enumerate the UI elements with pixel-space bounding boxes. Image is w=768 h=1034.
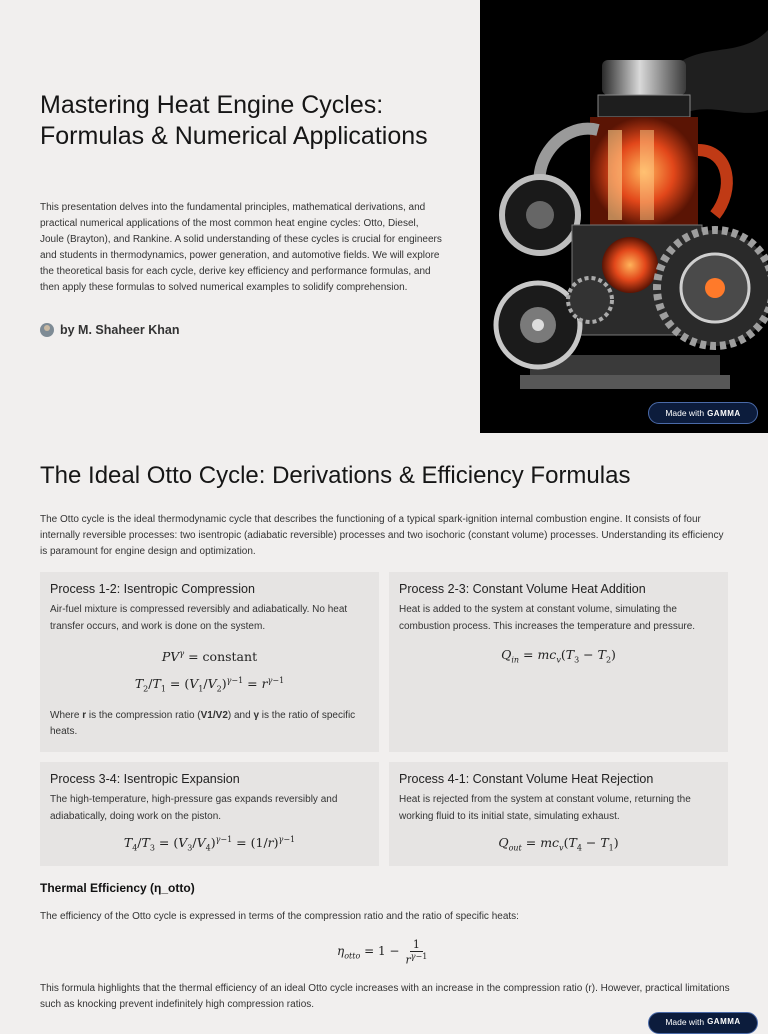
formula-note: Where r is the compression ratio (V1/V2) and γ is the ratio of specific heats. bbox=[50, 709, 356, 738]
hero-description: This presentation delves into the fundamental principles, mathematical derivations, and practical numerical applications of the most common heat engine cycles: Otto, Diesel, Joule (Brayton), and Rankine. A solid understanding of these cycles is crucial for engineers and students in thermodynamics, power generation, and automotive fields. We will explore the theoretical basis for each cycle, derive key efficiency and performance formulas, and then apply these formulas to solved numerical examples to solidify comprehension. bbox=[40, 202, 442, 293]
card-title: Process 4-1: Constant Volume Heat Rejection bbox=[399, 772, 654, 786]
badge-brand: GAMMA bbox=[707, 408, 741, 418]
process-2-3-card bbox=[389, 572, 728, 752]
card-text: Heat is added to the system at constant volume, simulating the combustion process. This increases the temperature and pressure. bbox=[399, 604, 696, 632]
formula-heat-out: $Q_{out} = mc_v(T_4 - T_1)$ bbox=[498, 835, 619, 853]
page-title: Mastering Heat Engine Cycles: Formulas & Numerical Applications bbox=[40, 91, 428, 150]
formula-heat-in: $Q_{in} = mc_v(T_3 - T_2)$ bbox=[501, 647, 616, 665]
author-byline bbox=[40, 323, 179, 337]
badge-brand: GAMMA bbox=[707, 1017, 741, 1026]
card-title: Process 3-4: Isentropic Expansion bbox=[50, 772, 240, 786]
card-text: Heat is rejected from the system at constant volume, returning the working fluid to its initial state, simulating exhaust. bbox=[399, 794, 691, 822]
made-with-gamma-badge-bottom[interactable] bbox=[648, 1012, 758, 1034]
engine-icon bbox=[480, 0, 768, 433]
card-title: Process 2-3: Constant Volume Heat Addition bbox=[399, 582, 646, 596]
formula-expansion: $T_4/T_3 = (V_3/V_4)^{\gamma-1} = (1/r)^{\gamma-1}$ bbox=[123, 835, 296, 853]
badge-prefix: Made with bbox=[665, 1017, 705, 1027]
section-intro: The Otto cycle is the ideal thermodynamic cycle that describes the functioning of a typical spark-ignition internal combustion engine. It consists of four internally reversible processes: two isentropic (adiabatic reversible) processes and two isochoric (constant volume) processes. Understanding its efficiency is paramount for engine design and optimization. bbox=[40, 514, 724, 557]
efficiency-heading: Thermal Efficiency (η_otto) bbox=[40, 881, 195, 895]
formula-temperature-ratio: $T_2/T_1 = (V_1/V_2)^{\gamma-1} = r^{\gamma-1}$ bbox=[134, 676, 285, 694]
process-4-1-card bbox=[389, 762, 728, 866]
avatar bbox=[40, 323, 54, 337]
card-text: The high-temperature, high-pressure gas expands reversibly and adiabatically, doing work on the piston. bbox=[50, 794, 338, 822]
process-1-2-card bbox=[40, 572, 379, 752]
title-slide bbox=[0, 0, 768, 433]
formula-isentropic: $PV^\gamma$ = constant bbox=[161, 649, 258, 665]
efficiency-text: The efficiency of the Otto cycle is expressed in terms of the compression ratio and the ratio of specific heats: bbox=[40, 911, 519, 922]
author-name: by M. Shaheer Khan bbox=[60, 323, 180, 337]
section-title: The Ideal Otto Cycle: Derivations & Efficiency Formulas bbox=[40, 462, 631, 489]
card-title: Process 1-2: Isentropic Compression bbox=[50, 582, 255, 596]
card-text: Air-fuel mixture is compressed reversibly and adiabatically. No heat transfer occurs, and work is done on the system. bbox=[50, 604, 348, 632]
engine-illustration bbox=[480, 0, 768, 433]
formula-otto-efficiency: $\eta_{otto} = 1$ − $\frac{1}{r^{\gamma-1}}$ bbox=[337, 938, 428, 967]
process-3-4-card bbox=[40, 762, 379, 866]
badge-prefix: Made with bbox=[665, 408, 705, 418]
efficiency-note: This formula highlights that the thermal efficiency of an ideal Otto cycle increases with an increase in the compression ratio (r). However, practical limitations such as knocking prevent indefinitely high compression ratios. bbox=[40, 983, 730, 1010]
made-with-gamma-badge[interactable] bbox=[648, 402, 758, 424]
